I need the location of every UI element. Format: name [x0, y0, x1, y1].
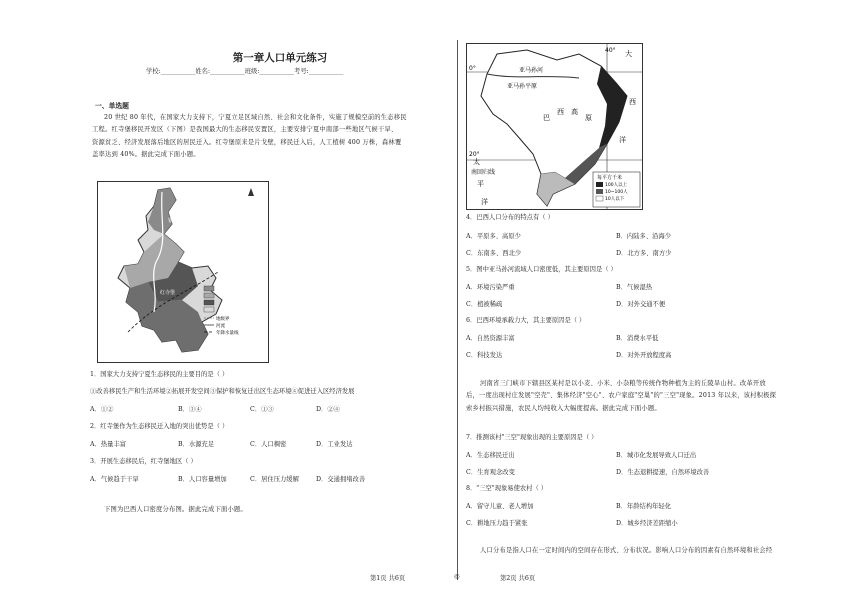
- map2-lon-40: 40°: [605, 47, 616, 54]
- map2-legend-title: 每平方千米: [597, 175, 623, 181]
- passage-4: 人口分布是指人口在一定时间内的空间存在形式、分布状况。影响人口分布的因素有自然环境和社会经: [480, 547, 773, 554]
- q6-option-a[interactable]: A．自然资源丰富: [466, 335, 515, 342]
- q4-option-b[interactable]: B．内陆多、沿海少: [616, 233, 672, 240]
- q7-option-d[interactable]: D．生态退耕提速，自然环境改善: [616, 469, 710, 476]
- q7-stem: 7．推测该村"三空"现象出现的主要原因是（ ）: [466, 434, 598, 441]
- footer-page-left: 第1页 共6页: [370, 575, 406, 582]
- q2-option-c[interactable]: C．人口稠密: [250, 441, 287, 448]
- q7-option-b[interactable]: B．城市化发展导致人口迁出: [616, 452, 697, 459]
- q6-option-c[interactable]: C．科技发达: [466, 352, 503, 359]
- q4-option-d[interactable]: D．北方多、南方少: [616, 250, 672, 257]
- q5-stem: 5．图中亚马孙河流域人口密度低，其主要原因是（ ）: [466, 266, 617, 273]
- q3-option-d[interactable]: D．交通拥堵改善: [316, 476, 366, 483]
- passage-line: 后，一度出现村庄发展"空壳"、集体经济"空心"、农户家庭"空巢"的"三空"现象。2013 年以来，该村积极探: [466, 392, 777, 400]
- q2-stem: 2．红寺堡作为生态移民迁入地的突出优势是（ ）: [90, 423, 229, 430]
- q3-option-b[interactable]: B．人口容量增加: [178, 476, 227, 483]
- q1-option-c[interactable]: C．①③: [250, 406, 274, 413]
- q5-option-c[interactable]: C．植被稀疏: [466, 301, 503, 308]
- q3-stem: 3．开展生态移民后，红寺堡地区（ ）: [90, 458, 197, 465]
- map2-plain: 亚马孙平原: [507, 83, 538, 90]
- q1-statements: ①改善移民生产和生活环境②拓展开发空间③保护和恢复迁出区生态环境④促进迁入区经济发展: [90, 388, 355, 395]
- q1-option-d[interactable]: D．②④: [316, 406, 340, 413]
- brazil-map: [466, 43, 643, 210]
- north-arrow-icon: [248, 188, 254, 196]
- map2-ocean-xi: 西: [629, 98, 636, 106]
- page-title: 第一章人口单元练习: [232, 52, 328, 64]
- q1-stem: 1．国家大力支持宁夏生态移民的主要目的是（ ）: [90, 371, 229, 378]
- footer-center-mark: ◎: [454, 573, 460, 580]
- map1-label-hongsibao: 红寺堡: [160, 290, 176, 296]
- q2-option-a[interactable]: A．热量丰富: [90, 441, 127, 448]
- passage-1: [92, 112, 444, 161]
- ningxia-map: [97, 181, 269, 363]
- q5-option-b[interactable]: B．气候湿热: [616, 284, 653, 291]
- map2-legend-mid: 10~100人: [605, 190, 628, 195]
- map1-legend-rainfall: 年降水量线: [216, 331, 239, 336]
- q3-option-c[interactable]: C．居住压力缓解: [250, 476, 299, 483]
- map2-river: 亚马孙河: [519, 67, 544, 74]
- q6-option-b[interactable]: B．消费水平低: [616, 335, 659, 342]
- section-heading: 一、单选题: [95, 102, 129, 110]
- map2-tropic: 南回归线: [471, 169, 496, 176]
- q4-stem: 4．巴西人口分布的特点有（ ）: [466, 214, 554, 221]
- q4-option-c[interactable]: C．东南多、西北少: [466, 250, 522, 257]
- q8-option-c[interactable]: C．耕地压力趋于紧张: [466, 520, 528, 527]
- passage-3: [466, 378, 850, 415]
- q5-option-d[interactable]: D．对外交通不便: [616, 301, 666, 308]
- map2-lat-20: 20°: [469, 151, 480, 158]
- map2-lat-0: 0°: [469, 65, 476, 72]
- passage-line: 工程。红寺堡移民开发区（下图）是我国最大的生态移民安置区，主要安排宁夏中南部一些地区气候干旱、: [92, 126, 398, 134]
- map2-ocean-da: 大: [625, 50, 632, 58]
- q4-option-a[interactable]: A．平原多、高原少: [466, 233, 521, 240]
- map2-ocean-tai: 太: [473, 158, 480, 166]
- q7-option-c[interactable]: C．生育观念改变: [466, 469, 515, 476]
- q1-option-a[interactable]: A．①②: [90, 406, 114, 413]
- q8-stem: 8．"三空"现象易使农村（ ）: [466, 485, 548, 492]
- student-info-line: 学校:___________姓名:___________班级:___________考号:___________: [146, 68, 344, 75]
- passage-2: 下图为巴西人口密度分布图。据此完成下面小题。: [104, 506, 247, 513]
- q2-option-d[interactable]: D．工业发达: [316, 441, 353, 448]
- q7-option-a[interactable]: A．生态移民迁出: [466, 452, 515, 459]
- passage-line: 20 世纪 80 年代，在国家大力支持下，宁夏立足区域自然、社会和文化条件，实施了规模空前的生态移民: [104, 114, 407, 121]
- map2-ocean-yang2: 洋: [481, 198, 488, 206]
- map2-ocean-ping: 平: [477, 180, 484, 188]
- q6-option-d[interactable]: D．对外开放程度高: [616, 352, 672, 359]
- page-divider: [457, 40, 458, 580]
- map1-label-yinchuan: 银川: [168, 218, 179, 224]
- q3-option-a[interactable]: A．气候趋于干旱: [90, 476, 139, 483]
- q8-option-d[interactable]: D．城乡经济差距缩小: [616, 520, 678, 527]
- passage-line: 河南省三门峡市下辖县区某村是以小麦、小米、小杂粮等传统作物种植为主的丘陵旱山村。改革开放: [480, 380, 766, 387]
- passage-line: 盖率达到 40%。据此完成下面小题。: [92, 150, 200, 158]
- map2-plateau-2: 西: [557, 108, 564, 116]
- map2-plateau-1: 巴: [543, 114, 550, 122]
- q6-stem: 6．巴西环境承载力大，其主要原因是（ ）: [466, 317, 586, 324]
- passage-line: 资源贫乏、经济发展落后地区的居民迁入。红寺堡原来是片戈壁，移民迁入后，人工植树 400 万株，森林覆: [92, 138, 402, 146]
- map1-legend-river: 河流: [216, 324, 225, 329]
- map2-legend-low: 10人以下: [605, 197, 625, 202]
- map2-legend-high: 100人以上: [605, 183, 628, 188]
- q1-option-b[interactable]: B．③④: [178, 406, 202, 413]
- map2-ocean-yang: 洋: [619, 136, 626, 144]
- q8-option-b[interactable]: B．年龄结构年轻化: [616, 503, 672, 510]
- q2-option-b[interactable]: B．水源充足: [178, 441, 215, 448]
- footer-page-right: 第2页 共6页: [500, 575, 536, 582]
- passage-line: 索乡村振兴措施，农民人均纯收入大幅度提高。据此完成下面小题。: [466, 404, 661, 412]
- map1-legend-boundary: 地级界: [216, 317, 230, 322]
- q5-option-a[interactable]: A．环境污染严重: [466, 284, 515, 291]
- map2-plateau-4: 原: [585, 114, 592, 122]
- q8-option-a[interactable]: A．留守儿童、老人增加: [466, 503, 534, 510]
- map2-plateau-3: 高: [571, 108, 578, 116]
